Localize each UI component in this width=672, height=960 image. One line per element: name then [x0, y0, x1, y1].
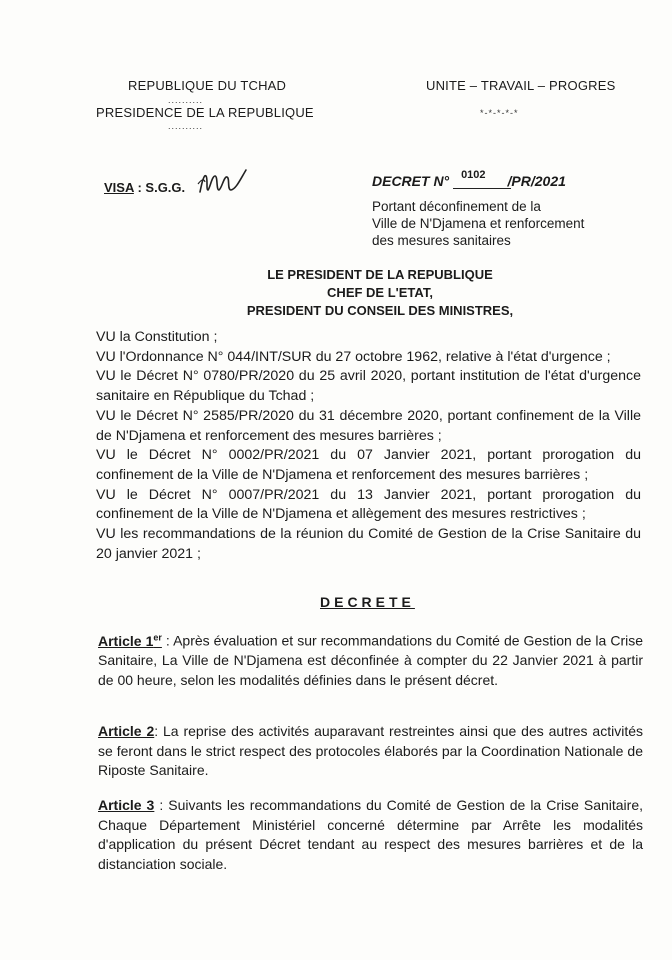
decree-number-blank: [453, 186, 511, 189]
subject-line: Ville de N'Djamena et renforcement: [372, 216, 585, 231]
article-3-text: : Suivants les recommandations du Comité de Gestion de la Crise Sanitaire, Chaque Département Ministériel concerné détermine par Arrête les modalités d'application du présent Décret tendant au respect des mesures barrières et de la distanciation sociale.: [98, 797, 644, 872]
republic-name: REPUBLIQUE DU TCHAD: [128, 78, 287, 93]
article-2: [98, 722, 643, 781]
consideration-item: VU les recommandations de la réunion du Comité de Gestion de la Crise Sanitaire du 20 janvier 2021 ;: [96, 526, 641, 562]
president-title: [180, 266, 580, 320]
article-1-label: Article 1er: [98, 632, 162, 649]
president-line: LE PRESIDENT DE LA REPUBLIQUE: [267, 267, 493, 282]
visa-sgg: : S.G.G.: [133, 180, 186, 195]
sgg-signature: [196, 164, 256, 200]
consideration-item: VU le Décret N° 2585/PR/2020 du 31 décembre 2020, portant confinement de la Ville de N'Djamena et renforcement des mesures barrières ;: [96, 407, 641, 444]
consideration-item: VU l'Ordonnance N° 044/INT/SUR du 27 octobre 1962, relative à l'état d'urgence ;: [96, 348, 611, 365]
article-2-text: : La reprise des activités auparavant restreintes ainsi que des autres activités se feront dans le strict respect des protocoles élaborés par la Coordination Nationale de Riposte Sanitaire.: [98, 723, 643, 778]
decree-subject: [372, 198, 642, 249]
article-1: [98, 628, 643, 690]
header-dots-left-1: ..........: [168, 95, 204, 105]
national-motto: UNITE – TRAVAIL – PROGRES: [426, 78, 616, 93]
president-line: CHEF DE L'ETAT,: [327, 285, 433, 300]
consideration-item: VU le Décret N° 0780/PR/2020 du 25 avril 2020, portant institution de l'état d'urgence sanitaire en République du Tchad ;: [96, 368, 641, 405]
consideration-item: VU le Décret N° 0007/PR/2021 du 13 Janvier 2021, portant prorogation du confinement de la Ville de N'Djamena et allègement des mesures restrictives ;: [96, 486, 641, 523]
decree-prefix: DECRET N°: [372, 173, 450, 189]
consideration-item: VU le Décret N° 0002/PR/2021 du 07 Janvier 2021, portant prorogation du confinement de la Ville de N'Djamena et renforcement des mesures barrières ;: [96, 447, 641, 483]
header-dots-left-2: ..........: [168, 121, 204, 131]
article-3-label: Article 3: [98, 797, 155, 813]
decree-number-value: 0102: [461, 169, 486, 181]
article-3: [98, 796, 643, 874]
decree-suffix: /PR/2021: [507, 173, 566, 189]
subject-line: des mesures sanitaires: [372, 233, 511, 248]
article-2-label: Article 2: [98, 723, 155, 739]
president-line: PRESIDENT DU CONSEIL DES MINISTRES,: [246, 303, 514, 318]
visa-word: VISA: [104, 180, 134, 195]
considerations-list: [96, 328, 641, 564]
presidency-name: PRESIDENCE DE LA REPUBLIQUE: [96, 105, 314, 120]
subject-line: Portant déconfinement de la: [372, 199, 541, 214]
visa-label: [104, 180, 185, 195]
article-1-text: : Après évaluation et sur recommandations du Comité de Gestion de la Crise Sanitaire, La Ville de N'Djamena est déconfinée à compter du 22 Janvier 2021 à partir de 00 heure, selon les modalités définies dans le présent décret.: [98, 632, 644, 688]
decrete-heading: DECRETE: [320, 594, 415, 610]
header-dots-right: *-*-*-*-*: [480, 108, 519, 118]
consideration-item: VU la Constitution ;: [96, 329, 218, 345]
decree-number: [372, 169, 566, 189]
